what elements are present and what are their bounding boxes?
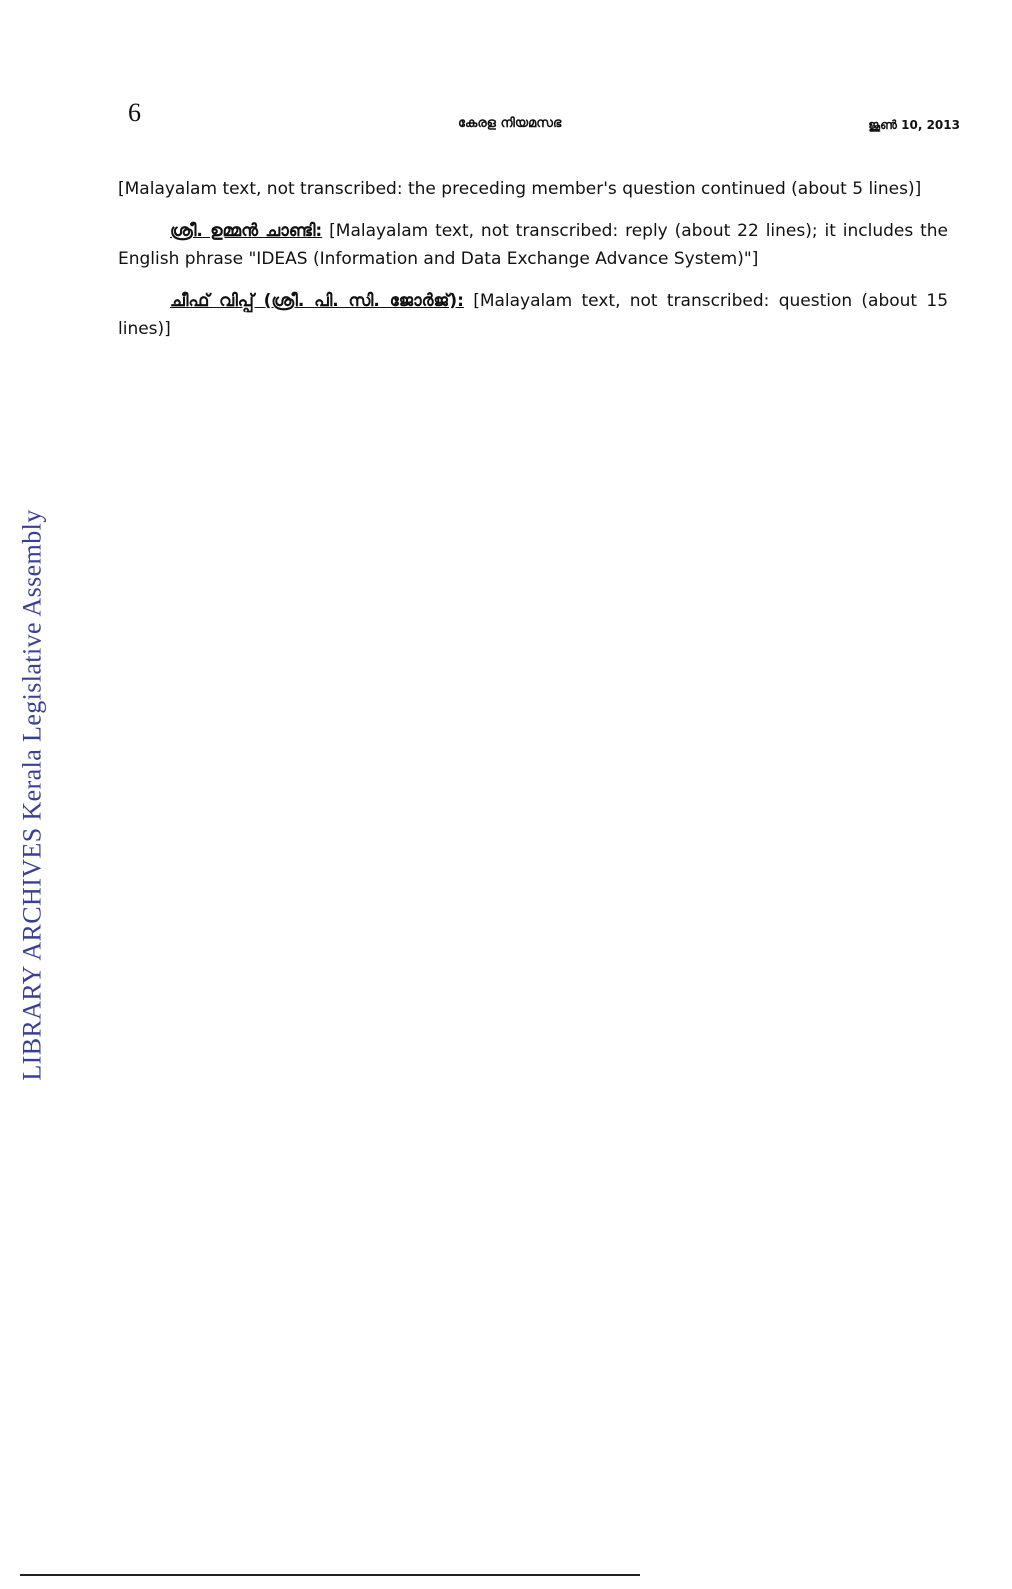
page-number: 6 — [128, 98, 141, 127]
paragraph-text: [Malayalam text, not transcribed: question (about 15 lines)] — [118, 291, 949, 339]
paragraph-text: [Malayalam text, not transcribed: reply (about 22 lines); it includes the English phrase "IDEAS (Information and Data Exchange Advance System)"] — [118, 221, 949, 269]
proceedings-body — [118, 175, 948, 357]
speaker-label: ചീഫ് വിപ്പ് (ശ്രീ. പി. സി. ജോർജ്): — [170, 291, 464, 311]
footer-rule — [20, 1574, 640, 1576]
header-date: ജൂൺ 10, 2013 — [868, 118, 960, 132]
speaker-label: ശ്രീ. ഉമ്മൻ ചാണ്ടി: — [170, 221, 323, 241]
running-title: കേരള നിയമസഭ — [458, 116, 562, 131]
archive-watermark — [3, 430, 63, 1160]
paragraph-text: [Malayalam text, not transcribed: the preceding member's question continued (about 5 lines)] — [118, 179, 922, 199]
paragraph-chief-whip-question — [118, 287, 948, 343]
paragraph-chief-minister-reply — [118, 217, 948, 273]
watermark-text: LIBRARY ARCHIVES Kerala Legislative Assembly — [18, 509, 48, 1081]
page-header — [128, 98, 960, 138]
paragraph-question-continued — [118, 175, 948, 203]
